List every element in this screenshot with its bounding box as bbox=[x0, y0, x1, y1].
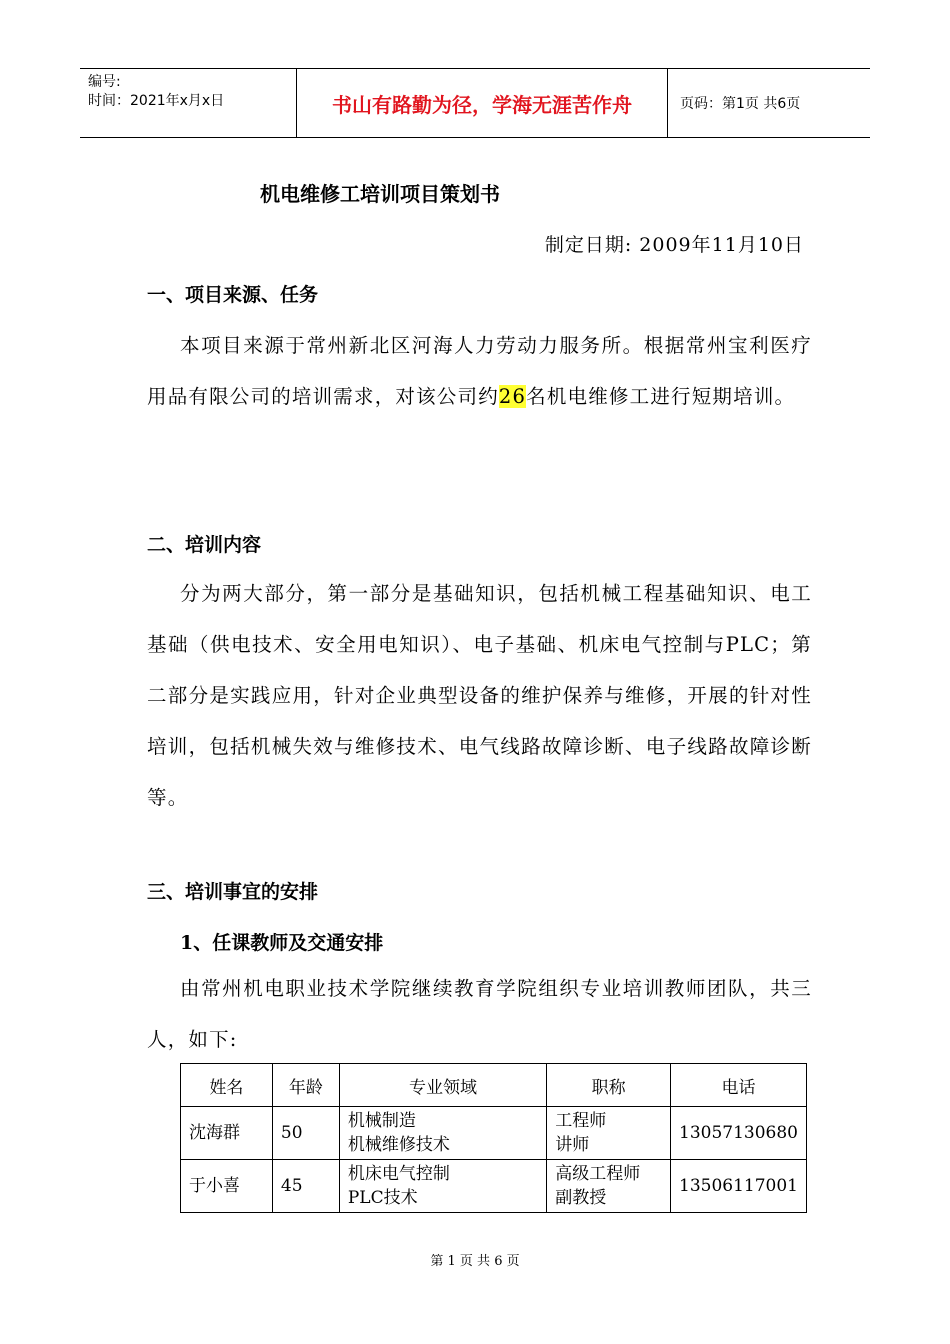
title-line: 高级工程师 bbox=[555, 1164, 641, 1184]
cell-title bbox=[547, 1160, 671, 1213]
header-page-info: 页码：第1页 共6页 bbox=[680, 96, 801, 112]
section-1-heading: 一、项目来源、任务 bbox=[147, 284, 319, 306]
header-meta bbox=[80, 69, 297, 137]
cell-phone: 13506117001 bbox=[670, 1160, 806, 1213]
subsection-1-paragraph: 由常州机电职业技术学院继续教育学院组织专业培训教师团队，共三人，如下: bbox=[147, 977, 812, 1051]
field-line: 机械维修技术 bbox=[347, 1135, 450, 1155]
column-header: 专业领域 bbox=[339, 1064, 546, 1107]
column-header: 年龄 bbox=[272, 1064, 339, 1107]
field-line: 机械制造 bbox=[347, 1111, 416, 1131]
table-row bbox=[181, 1160, 807, 1213]
header-motto: 书山有路勤为径，学海无涯苦作舟 bbox=[297, 69, 668, 137]
number-label: 编号: bbox=[88, 74, 121, 90]
column-header: 姓名 bbox=[181, 1064, 273, 1107]
cell-field bbox=[339, 1107, 546, 1160]
section-1-paragraph bbox=[147, 320, 812, 422]
table-header-row bbox=[181, 1064, 807, 1107]
column-header: 电话 bbox=[670, 1064, 806, 1107]
section-2-paragraph: 分为两大部分，第一部分是基础知识，包括机械工程基础知识、电工基础（供电技术、安全用电知识）、电子基础、机床电气控制与PLC；第二部分是实践应用，针对企业典型设备的维护保养与维修，开展的针对性培训，包括机械失效与维修技术、电气线路故障诊断、电子线路故障诊断等。 bbox=[147, 582, 812, 809]
cell-age: 50 bbox=[272, 1107, 339, 1160]
highlighted-count: 26 bbox=[498, 385, 527, 408]
cell-age: 45 bbox=[272, 1160, 339, 1213]
cell-title bbox=[547, 1107, 671, 1160]
page-footer: 第 1 页 共 6 页 bbox=[430, 1254, 520, 1269]
title-line: 副教授 bbox=[555, 1188, 607, 1208]
cell-field bbox=[339, 1160, 546, 1213]
field-line: PLC技术 bbox=[347, 1188, 418, 1208]
cell-name: 沈海群 bbox=[181, 1107, 273, 1160]
table-row bbox=[181, 1107, 807, 1160]
section-2-heading: 二、培训内容 bbox=[147, 534, 262, 556]
cell-name: 于小喜 bbox=[181, 1160, 273, 1213]
cell-phone: 13057130680 bbox=[670, 1107, 806, 1160]
field-line: 机床电气控制 bbox=[347, 1164, 450, 1184]
title-line: 讲师 bbox=[555, 1135, 590, 1155]
section-1-text-before: 本项目来源于常州新北区河海人力劳动力服务所。根据常州宝利医疗用品有限公司的培训需求，对该公司约 bbox=[147, 334, 812, 408]
time-label: 时间：2021年x月x日 bbox=[88, 93, 225, 109]
section-3-heading: 三、培训事宜的安排 bbox=[147, 881, 319, 903]
column-header: 职称 bbox=[547, 1064, 671, 1107]
subsection-1-heading: 1、任课教师及交通安排 bbox=[180, 932, 384, 954]
document-date: 制定日期: 2009年11月10日 bbox=[544, 234, 804, 256]
page-header bbox=[80, 68, 870, 138]
document-title: 机电维修工培训项目策划书 bbox=[260, 182, 500, 206]
title-line: 工程师 bbox=[555, 1111, 607, 1131]
teacher-table bbox=[180, 1063, 807, 1213]
section-1-text-after: 名机电维修工进行短期培训。 bbox=[526, 385, 796, 408]
